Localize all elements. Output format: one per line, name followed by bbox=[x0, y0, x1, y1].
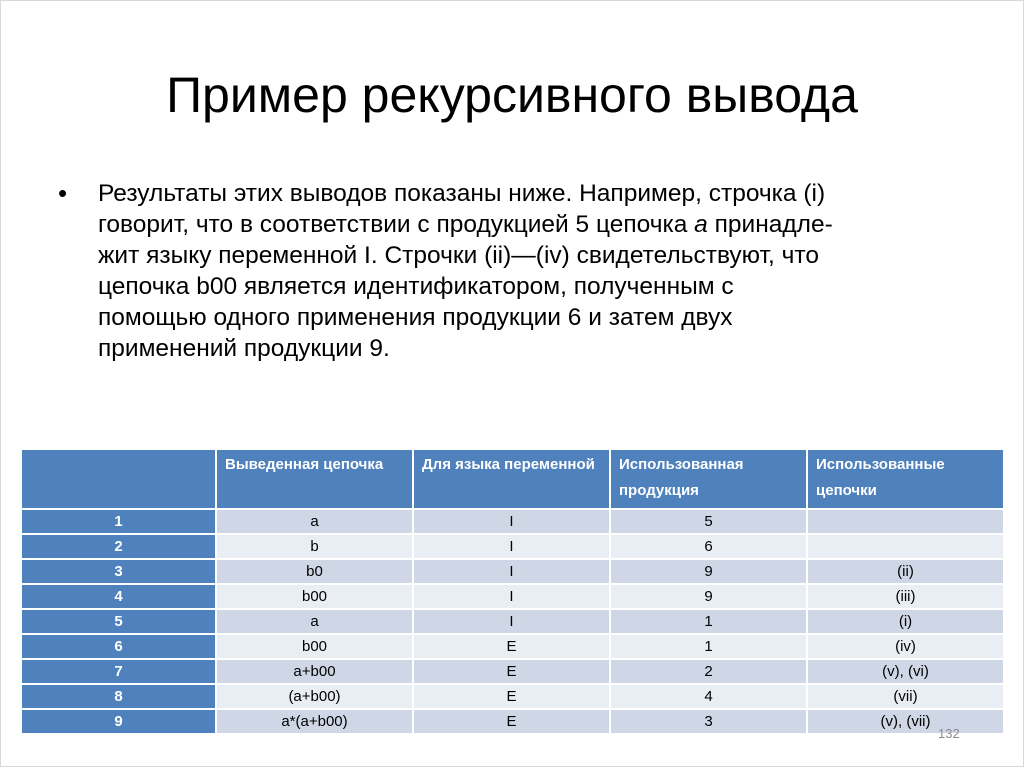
cell-used: (v), (vi) bbox=[807, 659, 1004, 684]
slide-title: Пример рекурсивного вывода bbox=[166, 67, 858, 123]
page-number: 132 bbox=[938, 726, 960, 741]
cell-string: a*(a+b00) bbox=[216, 709, 413, 734]
derivation-table bbox=[20, 448, 1005, 735]
cell-variable: E bbox=[413, 709, 610, 734]
header-production: Использованная продукция bbox=[610, 449, 807, 509]
cell-production: 3 bbox=[610, 709, 807, 734]
bullet-dot-icon: • bbox=[58, 178, 68, 208]
row-index: 5 bbox=[21, 609, 216, 634]
cell-variable: I bbox=[413, 609, 610, 634]
cell-variable: E bbox=[413, 634, 610, 659]
table-row bbox=[21, 584, 1004, 609]
cell-used: (iii) bbox=[807, 584, 1004, 609]
cell-string: b0 bbox=[216, 559, 413, 584]
table-row bbox=[21, 634, 1004, 659]
cell-production: 1 bbox=[610, 634, 807, 659]
cell-production: 1 bbox=[610, 609, 807, 634]
header-variable: Для языка переменной bbox=[413, 449, 610, 509]
bullet-line: помощью одного применения продукции 6 и затем двух bbox=[98, 304, 733, 331]
cell-string: a+b00 bbox=[216, 659, 413, 684]
table-row bbox=[21, 709, 1004, 734]
cell-used bbox=[807, 509, 1004, 534]
cell-used: (v), (vii) bbox=[807, 709, 1004, 734]
cell-production: 9 bbox=[610, 584, 807, 609]
bullet-line: Результаты этих выводов показаны ниже. Например, строчка (i) bbox=[98, 180, 826, 207]
table-row bbox=[21, 534, 1004, 559]
row-index: 4 bbox=[21, 584, 216, 609]
table-row bbox=[21, 659, 1004, 684]
table-row bbox=[21, 559, 1004, 584]
header-index bbox=[21, 449, 216, 509]
row-index: 8 bbox=[21, 684, 216, 709]
cell-production: 5 bbox=[610, 509, 807, 534]
table-row bbox=[21, 684, 1004, 709]
cell-production: 9 bbox=[610, 559, 807, 584]
row-index: 3 bbox=[21, 559, 216, 584]
bullet-italic: a bbox=[694, 211, 708, 238]
cell-variable: E bbox=[413, 659, 610, 684]
bullet-line: принадле- bbox=[707, 211, 833, 238]
cell-string: b bbox=[216, 534, 413, 559]
bullet-line: жит языку переменной I. Строчки (ii)—(iv) свидетельствуют, что bbox=[98, 242, 819, 269]
row-index: 9 bbox=[21, 709, 216, 734]
row-index: 7 bbox=[21, 659, 216, 684]
cell-used: (i) bbox=[807, 609, 1004, 634]
cell-variable: I bbox=[413, 534, 610, 559]
cell-used: (ii) bbox=[807, 559, 1004, 584]
row-index: 1 bbox=[21, 509, 216, 534]
cell-production: 6 bbox=[610, 534, 807, 559]
bullet-line: цепочка b00 является идентификатором, полученным с bbox=[98, 273, 734, 300]
table-row bbox=[21, 609, 1004, 634]
cell-variable: E bbox=[413, 684, 610, 709]
cell-used bbox=[807, 534, 1004, 559]
cell-string: a bbox=[216, 609, 413, 634]
cell-string: a bbox=[216, 509, 413, 534]
cell-variable: I bbox=[413, 559, 610, 584]
header-derived-string: Выведенная цепочка bbox=[216, 449, 413, 509]
cell-used: (iv) bbox=[807, 634, 1004, 659]
row-index: 2 bbox=[21, 534, 216, 559]
cell-string: b00 bbox=[216, 584, 413, 609]
table-row bbox=[21, 509, 1004, 534]
header-used-strings: Использованные цепочки bbox=[807, 449, 1004, 509]
bullet-line: применений продукции 9. bbox=[98, 335, 390, 362]
cell-variable: I bbox=[413, 584, 610, 609]
table-header-row bbox=[21, 449, 1004, 509]
bullet-text bbox=[98, 178, 978, 364]
cell-string: (a+b00) bbox=[216, 684, 413, 709]
row-index: 6 bbox=[21, 634, 216, 659]
cell-production: 4 bbox=[610, 684, 807, 709]
bullet-block bbox=[58, 178, 978, 364]
cell-production: 2 bbox=[610, 659, 807, 684]
cell-variable: I bbox=[413, 509, 610, 534]
cell-string: b00 bbox=[216, 634, 413, 659]
cell-used: (vii) bbox=[807, 684, 1004, 709]
bullet-line: говорит, что в соответствии с продукцией 5 цепочка bbox=[98, 211, 695, 238]
